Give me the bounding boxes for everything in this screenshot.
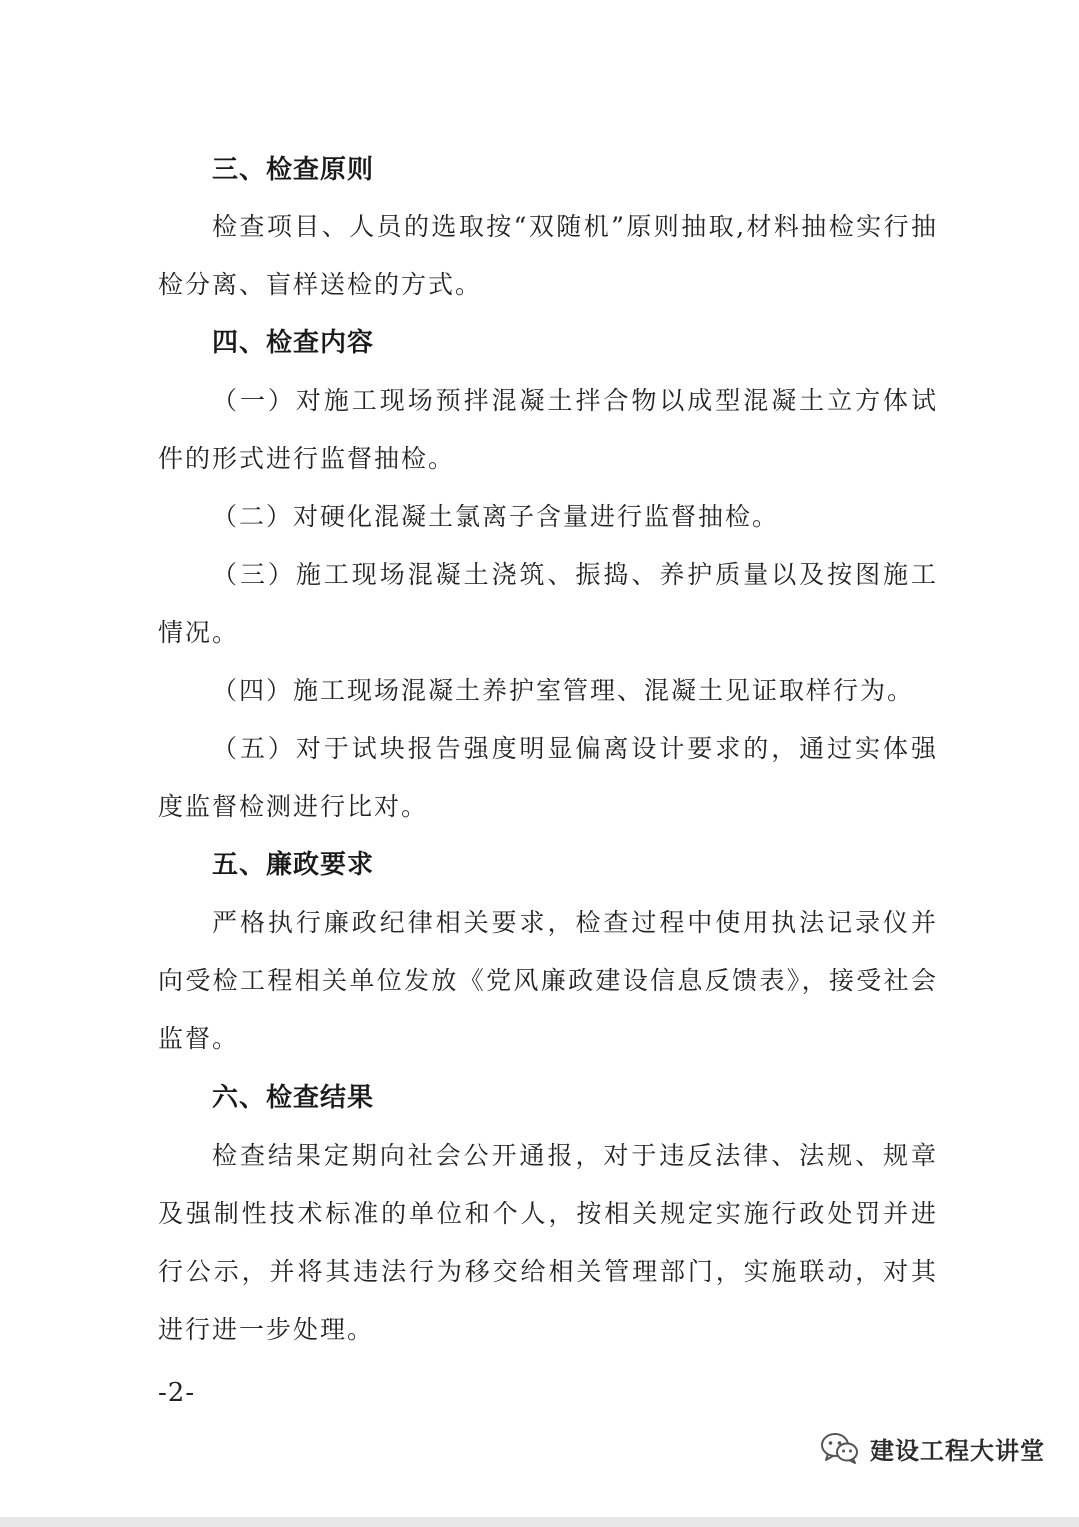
paragraph: （四）施工现场混凝土养护室管理、混凝土见证取样行为。: [212, 676, 915, 705]
paragraph: （五）对于试块报告强度明显偏离设计要求的，通过实体强度监督检测进行比对。: [158, 734, 938, 821]
source-watermark: [820, 1426, 1045, 1470]
section-body-content: [158, 372, 938, 836]
paragraph: （三）施工现场混凝土浇筑、振捣、养护质量以及按图施工情况。: [158, 560, 938, 647]
paragraph: （一）对施工现场预拌混凝土拌合物以成型混凝土立方体试件的形式进行监督抽检。: [158, 386, 938, 473]
section-heading-results: 六、检查结果: [212, 1083, 375, 1113]
bottom-edge: [0, 1517, 1079, 1527]
paragraph: 检查项目、人员的选取按“双随机”原则抽取,材料抽检实行抽检分离、盲样送检的方式。: [158, 212, 938, 299]
section-body-results: [158, 1127, 938, 1359]
page-number: -2-: [158, 1378, 196, 1408]
paragraph: （二）对硬化混凝土氯离子含量进行监督抽检。: [212, 502, 780, 531]
section-body-integrity: [158, 894, 938, 1068]
section-heading-integrity: 五、廉政要求: [212, 850, 375, 880]
section-body-principles: [158, 198, 938, 314]
section-heading-content: 四、检查内容: [212, 328, 375, 358]
paragraph: 检查结果定期向社会公开通报，对于违反法律、法规、规章及强制性技术标准的单位和个人，按相关规定实施行政处罚并进行公示，并将其违法行为移交给相关管理部门，实施联动，对其进行进一步处理。: [158, 1141, 938, 1344]
section-heading-principles: 三、检查原则: [212, 155, 375, 185]
wechat-icon: [820, 1431, 860, 1465]
paragraph: 严格执行廉政纪律相关要求，检查过程中使用执法记录仪并向受检工程相关单位发放《党风廉政建设信息反馈表》，接受社会监督。: [158, 908, 938, 1053]
watermark-label: 建设工程大讲堂: [870, 1436, 1045, 1465]
